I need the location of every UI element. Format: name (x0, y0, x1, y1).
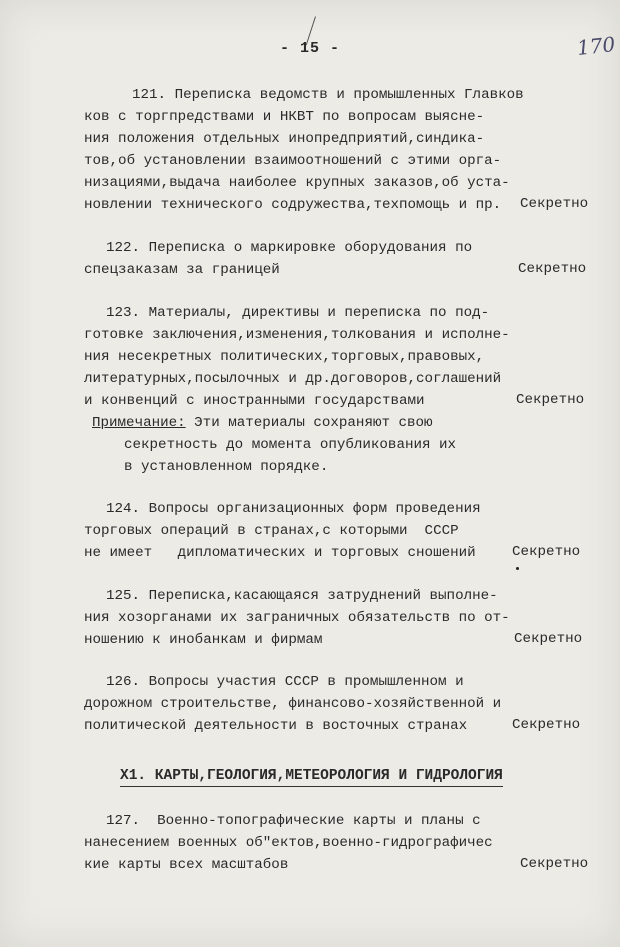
item-121-line-6: новлении технического содружества,техпомощь и пр. (84, 197, 502, 213)
item-123-line-2: готовке заключения,изменения,толкования и исполне- (84, 327, 510, 343)
item-121-status: Секретно (520, 196, 589, 212)
item-125-status: Секретно (514, 631, 583, 647)
item-121-line-3: ния положения отдельных инопредприятий,синдика- (84, 131, 485, 147)
item-126-line-1: 126. Вопросы участия СССР в промышленном и (106, 674, 464, 690)
item-127-line-3: кие карты всех масштабов (84, 857, 289, 873)
item-124-line-2: торговых операций в странах,с которыми СССР (84, 523, 459, 539)
item-125-line-2: ния хозорганами их заграничных обязательств по от- (84, 610, 510, 626)
item-123-note-line-3: в установленном порядке. (124, 459, 329, 475)
item-126-status: Секретно (512, 717, 581, 733)
ink-speck (516, 567, 519, 570)
item-123-line-1: 123. Материалы, директивы и переписка по под- (106, 305, 490, 321)
item-124-line-3: не имеет дипломатических и торговых сношений (84, 545, 476, 561)
item-124-status: Секретно (512, 544, 581, 560)
item-124-line-1: 124. Вопросы организационных форм проведения (106, 501, 481, 517)
item-122-line-2: спецзаказам за границей (84, 262, 280, 278)
item-123-note (92, 414, 433, 432)
item-127-status: Секретно (520, 856, 589, 872)
item-123-line-3: ния несекретных политических,торговых,правовых, (84, 349, 485, 365)
item-123-line-5: и конвенций с иностранными государствами (84, 393, 425, 409)
item-123-line-4: литературных,посылочных и др.договоров,соглашений (84, 371, 502, 387)
item-126-line-2: дорожном строительстве, финансово-хозяйственной и (84, 696, 502, 712)
item-127-line-1: 127. Военно-топографические карты и планы с (106, 813, 481, 829)
archive-number: 170 (575, 32, 617, 60)
section-heading: Х1. КАРТЫ,ГЕОЛОГИЯ,МЕТЕОРОЛОГИЯ И ГИДРОЛОГИЯ (120, 768, 503, 787)
item-121-line-4: тов,об установлении взаимоотношений с этими орга- (84, 153, 502, 169)
item-121-line-5: низациями,выдача наиболее крупных заказов,об уста- (84, 175, 510, 191)
item-121-line-2: ков с торгпредствами и НКВТ по вопросам выясне- (84, 109, 485, 125)
item-123-status: Секретно (516, 392, 585, 408)
item-121-line-1: 121. Переписка ведомств и промышленных Главков (132, 87, 524, 103)
item-122-status: Секретно (518, 261, 587, 277)
item-125-line-1: 125. Переписка,касающаяся затруднений выполне- (106, 588, 498, 604)
page-number: - 15 - (279, 40, 340, 57)
item-126-line-3: политической деятельности в восточных странах (84, 718, 468, 734)
item-123-note-line-2: секретность до момента опубликования их (124, 437, 457, 453)
item-122-line-1: 122. Переписка о маркировке оборудования по (106, 240, 473, 256)
item-123-note-line-1: Эти материалы сохраняют свою (194, 415, 433, 431)
item-125-line-3: ношению к инобанкам и фирмам (84, 632, 323, 648)
note-label: Примечание: (92, 415, 186, 431)
item-127-line-2: нанесением военных об"ектов,военно-гидрографичес (84, 835, 493, 851)
